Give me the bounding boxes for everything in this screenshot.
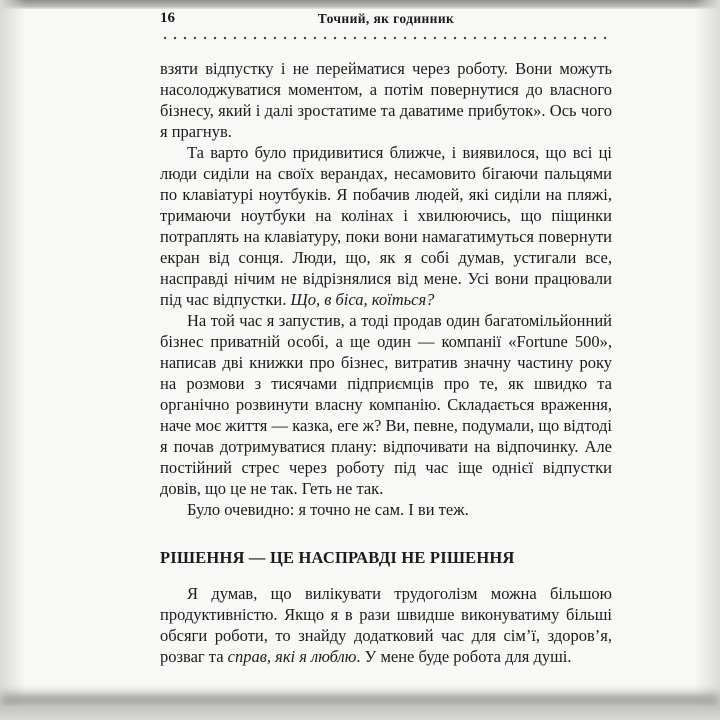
text-run: Та варто було придивитися ближче, і виявилося, що всі ці люди сиділи на своїх верандах, несамовито бігаючи пальцями по клавіатурі ноутбуків. Я побачив людей, які сиділи на пляжі, тримаючи ноутбуки на колінах і хвилюючись, що піщинки потраплять на клавіатуру, поки вони намагатимуться повернути екран від сонця. Люди, що, як я собі думав, устигали все, насправді нічим не відрізнялися від мене. Усі вони працювали під час відпустки. [160,143,612,309]
paragraph [160,58,612,142]
page-number: 16 [160,10,175,26]
text-run: . У мене буде робота для душі. [356,647,572,666]
running-title: Точний, як годинник [317,11,455,26]
text-run: Я думав, що вилікувати трудоголізм можна більшою продуктивністю. Якщо я в рази швидше виконуватиму більші обсяги роботи, то знайду додатковий час для сім’ї, здоров’я, розваг та [160,584,612,666]
text-run: На той час я запустив, а тоді продав один багатомільйонний бізнес приватній особі, а ще один — компанії «Fortune 500», написав дві книжки про бізнес, витратив значну частину року на розмови з тисячами підприємців про те, як швидко та органічно розвинути власну компанію. Складається враження, наче моє життя — казка, еге ж? Ви, певне, подумали, що відтоді я почав дотримуватися плану: відпочивати на відпочинку. Але постійний стрес через роботу під час іще однієї відпустки довів, що це не так. Геть не так. [160,311,612,498]
section-heading: РІШЕННЯ — ЦЕ НАСПРАВДІ НЕ РІШЕННЯ [160,548,515,567]
text-run: взяти відпустку і не перейматися через роботу. Вони можуть насолоджуватися моментом, а потім повернутися до власного бізнесу, який і далі зростатиме та даватиме прибуток». Ось чого я прагнув. [160,59,612,141]
running-header [160,10,612,32]
paragraph [160,310,612,499]
dotted-separator [160,36,612,40]
scan-left-edge [0,0,26,720]
body-text [160,58,612,667]
scan-bottom-edge [0,706,720,720]
italic-text: Що, в біса, коїться? [290,290,435,309]
paragraph [160,499,612,520]
text-run: Було очевидно: я точно не сам. І ви теж. [187,500,469,519]
paragraph [160,142,612,310]
page-content [160,10,612,667]
paragraph [160,583,612,667]
italic-text: справ, які я люблю [227,647,357,666]
scan-top-edge [0,0,720,9]
scan-right-edge [694,0,720,720]
